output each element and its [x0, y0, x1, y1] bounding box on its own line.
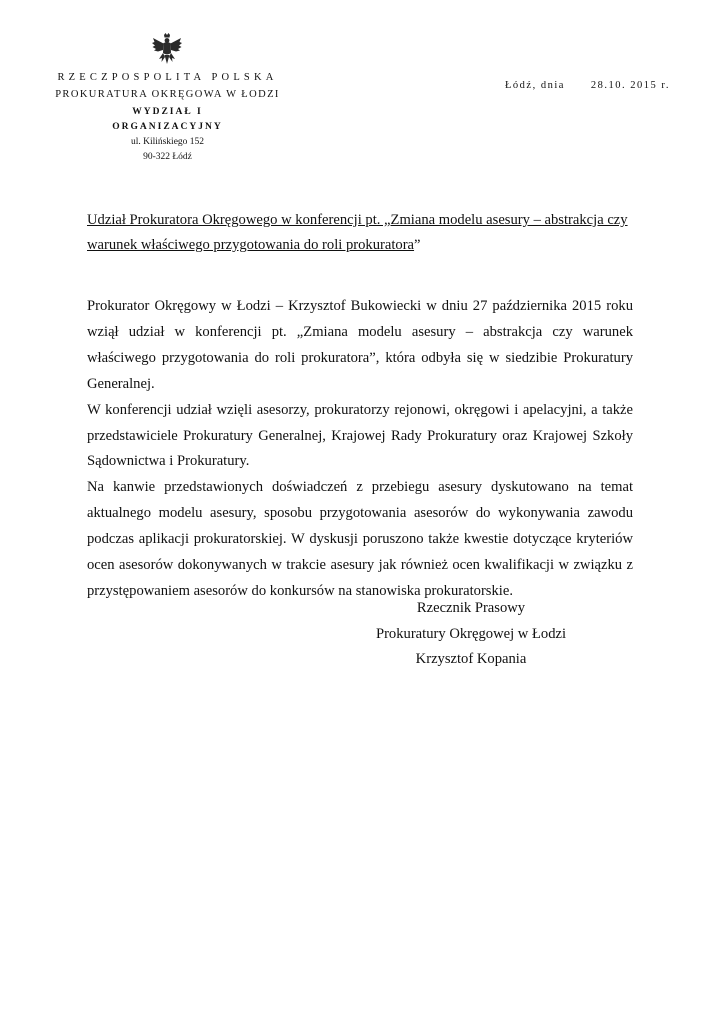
header-department-line1: WYDZIAŁ I: [132, 107, 203, 117]
body-paragraph: Na kanwie przedstawionych doświadczeń z przebiegu asesury dyskutowano na temat aktualnego modelu asesury, sposobu przygotowania asesorów do wykonywania zawodu podczas aplikacji prokuratorskiej. W dyskusji poruszono także kwestie dotyczące kryteriów ocen asesorów dokonywanych w trakcie asesury jak również ocen kwalifikacji w związku z przystępowaniem asesorów do konkursów na stanowiska prokuratorskie.: [87, 479, 633, 599]
signature-name: Krzysztof Kopania: [415, 651, 527, 667]
document-title-text: Udział Prokuratora Okręgowego w konferencji pt. „Zmiana modelu asesury – abstrakcja czy warunek właściwego przygotowania do roli prokuratora: [87, 212, 628, 253]
document-title: [87, 208, 647, 258]
header-country-name: RZECZPOSPOLITA POLSKA: [57, 72, 278, 83]
signature-office: Prokuratury Okręgowej w Łodzi: [375, 625, 567, 642]
header-street-address: ul. Kilińskiego 152: [130, 137, 205, 147]
header-department-line2: ORGANIZACYJNY: [112, 122, 223, 132]
header-office-name: PROKURATURA OKRĘGOWA W ŁODZI: [55, 89, 280, 100]
body-paragraph: W konferencji udział wzięli asesorzy, prokuratorzy rejonowi, okręgowi i apelacyjni, a także przedstawiciele Prokuratury Generalnej, Krajowej Rady Prokuratury oraz Krajowej Szkoły Sądownictwa i Prokuratury.: [87, 401, 633, 470]
dateline: [505, 80, 670, 91]
dateline-place: Łódź, dnia: [505, 80, 565, 91]
document-title-closing-quote: ”: [414, 237, 421, 253]
signature-role: Rzecznik Prasowy: [416, 600, 526, 616]
polish-eagle-emblem-icon: [151, 33, 183, 67]
document-body: [87, 294, 633, 605]
signature-block: [340, 596, 602, 673]
header-postal-address: 90-322 Łódź: [143, 152, 192, 162]
body-paragraph: Prokurator Okręgowy w Łodzi – Krzysztof Bukowiecki w dniu 27 października 2015 roku wziął udział w konferencji pt. „Zmiana modelu asesury – abstrakcja czy warunek właściwego przygotowania do roli prokuratora”, która odbyła się w siedzibie Prokuratury Generalnej.: [87, 298, 633, 392]
dateline-date: 28.10. 2015 r.: [590, 80, 670, 91]
